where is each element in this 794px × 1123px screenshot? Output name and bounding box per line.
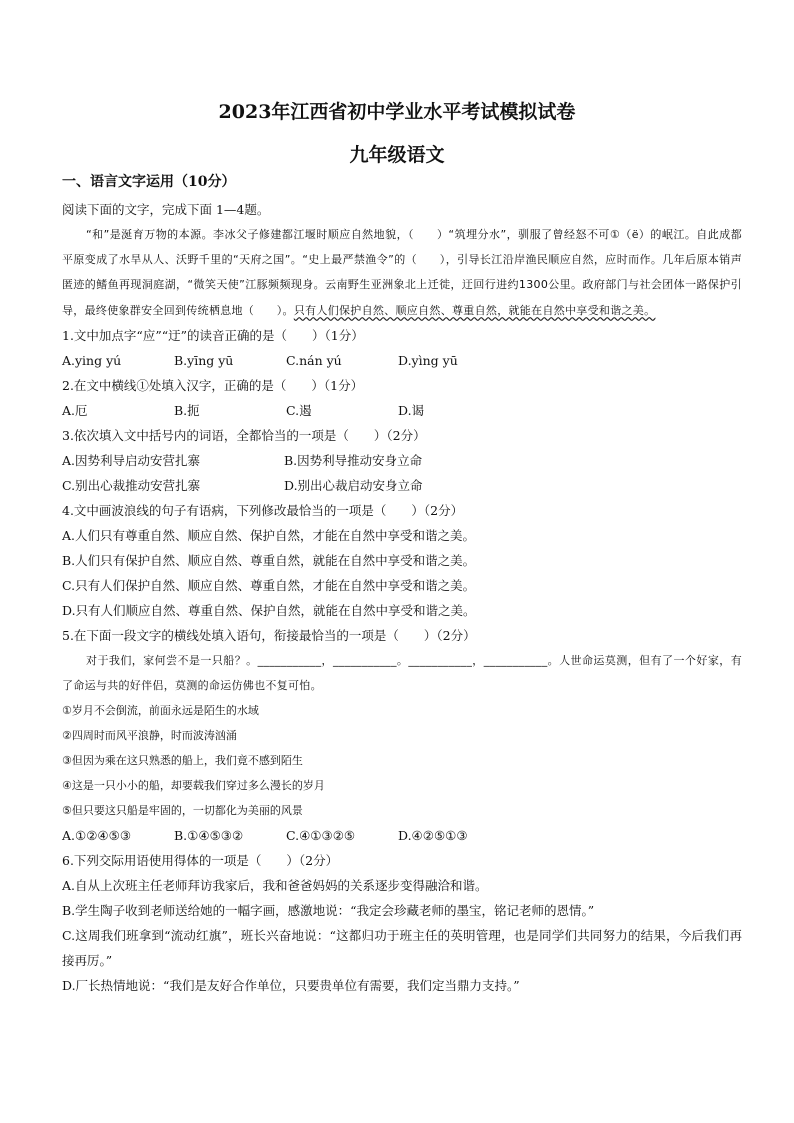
option-d[interactable]: D.别出心裁启动安身立命	[284, 477, 423, 493]
option-b[interactable]: B.扼	[174, 402, 200, 418]
sentence-3: ③但因为乘在这只熟悉的船上，我们竟不感到陌生	[62, 754, 303, 768]
exam-content	[62, 197, 742, 998]
option-c[interactable]: C.只有人们保护自然、顺应自然、尊重自然，才能在自然中享受和谐之美。	[62, 577, 476, 593]
exam-subtitle: 九年级语文	[349, 144, 445, 166]
option-b[interactable]: B.学生陶子收到老师送给她的一幅字画，感激地说：“我定会珍藏老师的墨宝，铭记老师的恩情。”	[62, 903, 595, 919]
option-c[interactable]: C.别出心裁推动安营扎寨	[62, 477, 201, 493]
option-b[interactable]: B.yīng yū	[174, 352, 234, 368]
question-5-options	[62, 823, 742, 848]
option-a[interactable]: A.①②④⑤③	[62, 828, 132, 844]
question-3-stem: 3.依次填入文中括号内的词语，全都恰当的一项是（ ）（2分）	[62, 427, 426, 443]
section-heading: 一、语言文字运用（10分）	[62, 174, 236, 190]
question-3-options-row1	[62, 448, 742, 473]
sentence-2: ②四周时而风平浪静，时而波涛汹涌	[62, 729, 237, 743]
option-a[interactable]: A.ying yú	[62, 352, 122, 368]
question-5-stem: 5.在下面一段文字的横线处填入语句，衔接最恰当的一项是（ ）（2分）	[62, 627, 476, 643]
option-a[interactable]: A.人们只有尊重自然、顺应自然、保护自然，才能在自然中享受和谐之美。	[62, 527, 476, 543]
reading-intro: 阅读下面的文字，完成下面 1—4题。	[62, 202, 270, 217]
option-c[interactable]: C.④①③②⑤	[286, 828, 356, 844]
option-a[interactable]: A.因势利导启动安营扎寨	[62, 452, 201, 468]
option-d[interactable]: D.谒	[398, 402, 425, 418]
question-2-options	[62, 398, 742, 423]
option-d[interactable]: D.厂长热情地说：“我们是友好合作单位，只要贵单位有需要，我们定当鼎力支持。”	[62, 978, 520, 994]
option-d[interactable]: D.yìng yū	[398, 352, 458, 368]
passage-text: “和”是涎育万物的本源。李冰父子修建都江堰时顺应自然地貌，（ ）“筑埋分水”，驯服了曾经怒不可①（ë）的岷江。自此成都平原变成了水旱从人、沃野千里的“天府之国”。“史上最严禁渔令”的（ ），引导长江沿岸渔民顺应自然，应时而作。几年后原本销声匿迹的鳍鱼再现洞庭湖，“微笑天使”江豚频频现身。云南野生亚洲象北上迁徙，迂回行进约1300公里。政府部门与社会团体一路保护引导，最终使象群安全回到传统栖息地（ ）。	[62, 228, 742, 317]
option-c[interactable]: C.遏	[286, 402, 312, 418]
option-c[interactable]: C.nán yú	[286, 352, 342, 368]
exam-title: 2023年江西省初中学业水平考试模拟试卷	[218, 101, 576, 123]
option-c[interactable]: C.这周我们班拿到“流动红旗”，班长兴奋地说：“这都归功于班主任的英明管理，也是同学们共同努力的结果，今后我们再接再厉。”	[62, 928, 742, 969]
sentence-1: ①岁月不会倒流，前面永远是陌生的水域	[62, 704, 259, 718]
sentence-5: ⑤但只要这只船是牢固的，一切都化为美丽的风景	[62, 804, 303, 818]
sentence-4: ④这是一只小小的船，却要载我们穿过多么漫长的岁月	[62, 779, 325, 793]
option-d[interactable]: D.④②⑤①③	[398, 828, 468, 844]
question-3-options-row2	[62, 473, 742, 498]
option-a[interactable]: A.自从上次班主任老师拜访我家后，我和爸爸妈妈的关系逐步变得融洽和谐。	[62, 878, 488, 894]
question-5-passage: 对于我们，家何尝不是一只船？。___________，___________。___________，___________。人世命运莫测，但有了一个好家，有了命运与共的好伴侣，莫测的命运仿佛也不复可怕。	[62, 653, 742, 693]
option-a[interactable]: A.厄	[62, 402, 88, 418]
option-b[interactable]: B.①④⑤③②	[174, 828, 244, 844]
question-1-stem: 1.文中加点字“应”“迂”的读音正确的是（ ）（1分）	[62, 327, 364, 343]
wavy-underlined-sentence: 只有人们保护自然、顺应自然、尊重自然，就能在自然中享受和谐之美。	[293, 303, 656, 317]
question-4-stem: 4.文中画波浪线的句子有语病，下列修改最恰当的一项是（ ）（2分）	[62, 502, 464, 518]
reading-passage	[62, 222, 742, 323]
option-b[interactable]: B.人们只有保护自然、顺应自然、尊重自然，就能在自然中享受和谐之美。	[62, 552, 476, 568]
question-2-stem: 2.在文中横线①处填入汉字，正确的是（ ）（1分）	[62, 377, 364, 393]
option-b[interactable]: B.因势利导推动安身立命	[284, 452, 423, 468]
option-d[interactable]: D.只有人们顺应自然、尊重自然、保护自然，就能在自然中享受和谐之美。	[62, 602, 476, 618]
question-1-options	[62, 348, 742, 373]
question-6-stem: 6.下列交际用语使用得体的一项是（ ）（2分）	[62, 853, 339, 869]
